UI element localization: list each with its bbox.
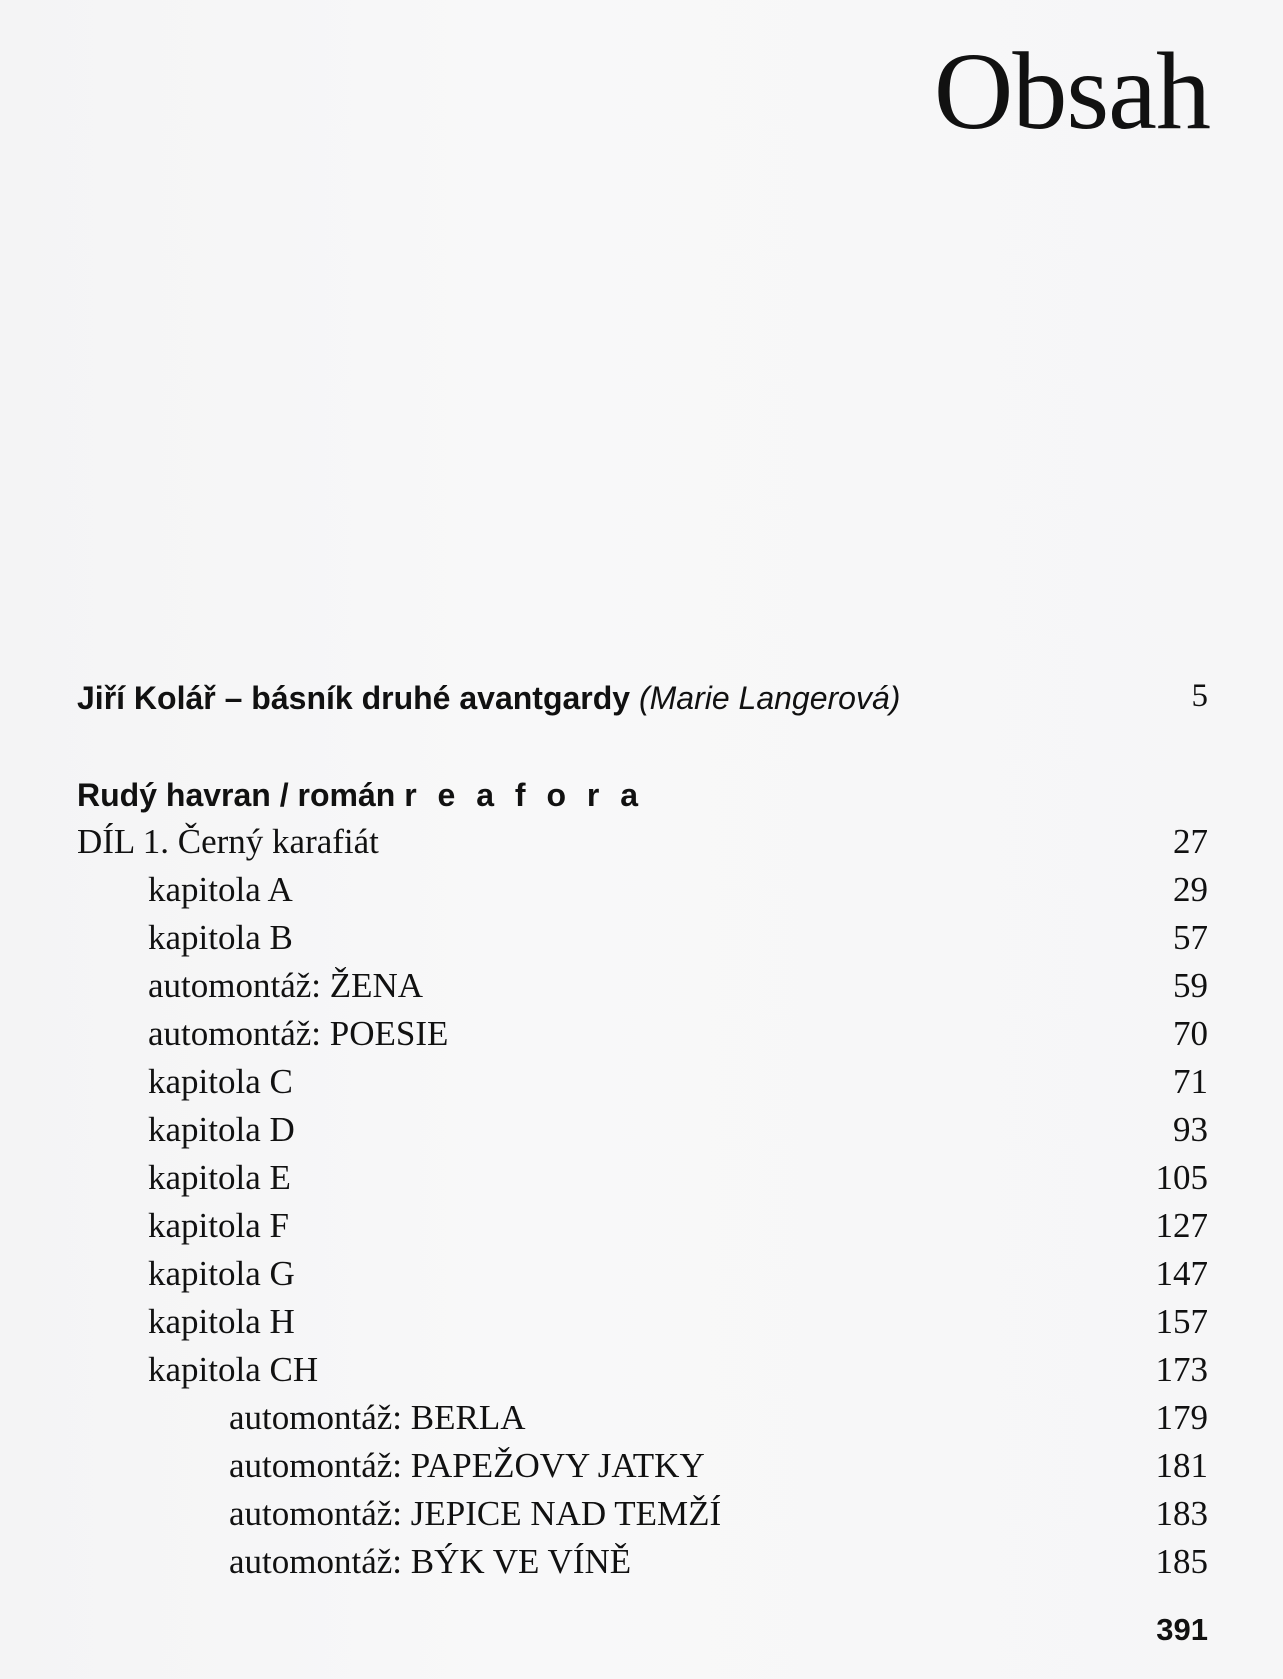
toc-entry-page: 179	[1155, 1398, 1208, 1437]
page-title: Obsah	[933, 30, 1210, 152]
toc-entry-page: 27	[1173, 822, 1208, 861]
novel-title	[77, 777, 644, 814]
toc-entry-label: kapitola F	[148, 1206, 289, 1245]
toc-entry-label: automontáž: BERLA	[229, 1398, 526, 1437]
toc-entry-label: automontáž: BÝK VE VÍNĚ	[229, 1542, 632, 1581]
toc-entry-automontaz-berla	[0, 1398, 1283, 1446]
toc-entry-label: kapitola H	[148, 1302, 295, 1341]
toc-entry-automontaz-papezovy-jatky	[0, 1446, 1283, 1494]
toc-entry-page: 57	[1173, 918, 1208, 957]
intro-entry	[77, 680, 900, 717]
toc-entry-label: DÍL 1. Černý karafiát	[77, 822, 379, 861]
toc-entry-chapter-b	[0, 918, 1283, 966]
toc-entry-label: kapitola B	[148, 918, 293, 957]
toc-entry-chapter-c	[0, 1062, 1283, 1110]
toc-entry-chapter-ch	[0, 1350, 1283, 1398]
page-folio: 391	[1156, 1612, 1208, 1647]
novel-title-spaced: r e a f o r a	[404, 777, 645, 813]
toc-entry-chapter-a	[0, 870, 1283, 918]
toc-entry-page: 70	[1173, 1014, 1208, 1053]
toc-entry-label: automontáž: POESIE	[148, 1014, 449, 1053]
toc-entry-label: automontáž: PAPEŽOVY JATKY	[229, 1446, 705, 1485]
toc-entry-label: kapitola G	[148, 1254, 295, 1293]
toc-entry-page: 29	[1173, 870, 1208, 909]
toc-entry-label: automontáž: ŽENA	[148, 966, 424, 1005]
intro-title: Jiří Kolář – básník druhé avantgardy	[77, 680, 631, 716]
toc-entry-automontaz-byk-ve-vine	[0, 1542, 1283, 1590]
toc-entry-label: kapitola E	[148, 1158, 291, 1197]
toc-entry-page: 185	[1155, 1542, 1208, 1581]
toc-entry-chapter-h	[0, 1302, 1283, 1350]
toc-entry-part-1	[0, 822, 1283, 870]
toc-entry-page: 59	[1173, 966, 1208, 1005]
toc-entry-page: 147	[1155, 1254, 1208, 1293]
toc-entry-page: 93	[1173, 1110, 1208, 1149]
toc-entry-page: 181	[1155, 1446, 1208, 1485]
toc-entry-page: 127	[1155, 1206, 1208, 1245]
toc-entry-label: kapitola A	[148, 870, 293, 909]
toc-entry-label: kapitola D	[148, 1110, 295, 1149]
toc-entry-page: 105	[1155, 1158, 1208, 1197]
toc-entry-chapter-d	[0, 1110, 1283, 1158]
toc-entry-automontaz-poesie	[0, 1014, 1283, 1062]
toc-entry-automontaz-jepice-nad-temzi	[0, 1494, 1283, 1542]
novel-title-main: Rudý havran / román	[77, 777, 396, 813]
intro-page-number: 5	[1191, 678, 1208, 714]
toc-entry-label: automontáž: JEPICE NAD TEMŽÍ	[229, 1494, 722, 1533]
toc-entry-automontaz-zena	[0, 966, 1283, 1014]
toc-entry-chapter-f	[0, 1206, 1283, 1254]
toc-entry-page: 157	[1155, 1302, 1208, 1341]
toc-entry-page: 71	[1173, 1062, 1208, 1101]
toc-entry-page: 173	[1155, 1350, 1208, 1389]
toc-entry-label: kapitola C	[148, 1062, 293, 1101]
toc-entry-chapter-g	[0, 1254, 1283, 1302]
toc-entry-chapter-e	[0, 1158, 1283, 1206]
toc-entry-page: 183	[1155, 1494, 1208, 1533]
toc-entry-label: kapitola CH	[148, 1350, 319, 1389]
intro-author: (Marie Langerová)	[638, 680, 901, 716]
